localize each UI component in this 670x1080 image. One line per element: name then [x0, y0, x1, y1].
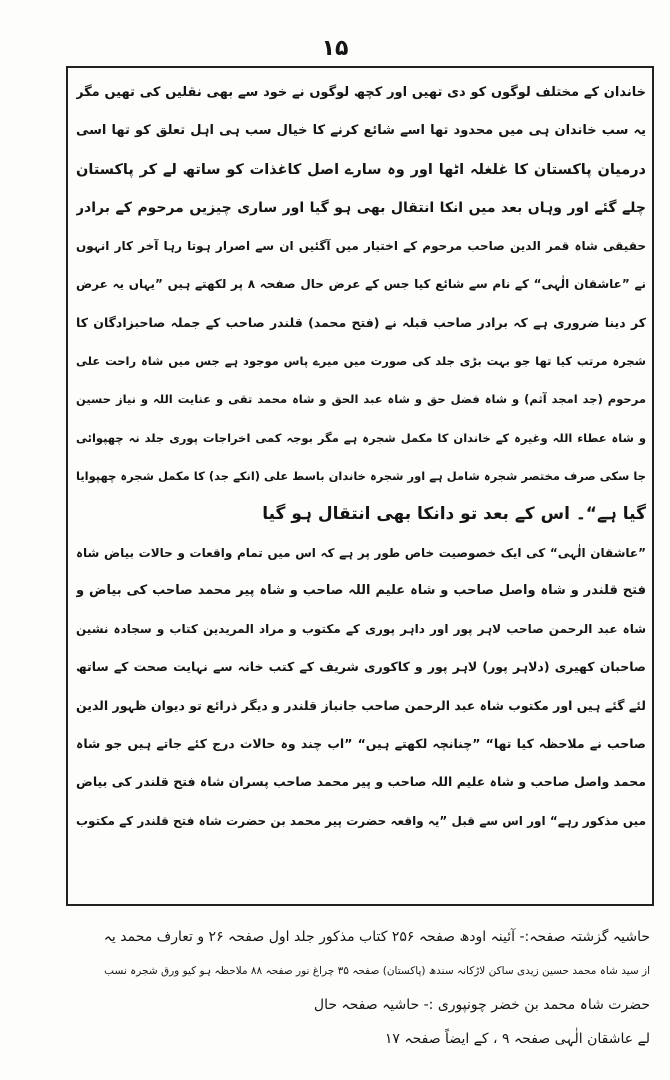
page-number: ۱۵ — [321, 36, 349, 61]
footnote-line: لے عاشقان الٰہی صفحہ ۹ ، کے ایضاً صفحہ ۱۷ — [384, 1031, 650, 1047]
text-line: ”عاشقان الٰہی“ کی ایک خصوصیت خاص طور پر ہے کہ اس میں تمام واقعات و حالات بیاض شاہ — [76, 545, 646, 560]
text-line: شاہ عبد الرحمن صاحب لاہر پور اور داہر پوری کے مکتوب و مراد المریدین کتاب و سجادہ نشین — [76, 622, 646, 637]
text-line: محمد واصل صاحب و شاہ علیم اللہ صاحب و پیر محمد صاحب پسران شاہ فتح قلندر کی بیاض — [76, 774, 646, 790]
text-line: لئے گئے ہیں اور مکتوب شاہ عبد الرحمن صاحب جانباز قلندر و دیگر ذرائع تو دیوان ظہور الدین — [76, 697, 646, 713]
text-line: نے ”عاشقان الٰہی“ کے نام سے شائع کیا جس کے عرض حال صفحہ ۸ پر لکھتے ہیں ”یہاں یہ عرض — [76, 277, 646, 292]
footnote-line: حاشیہ گزشتہ صفحہ:- آئینہ اودھ صفحہ ۲۵۶ کتاب مذکور جلد اول صفحہ ۲۶ و تعارف محمد یہ — [103, 929, 650, 945]
text-line: چلے گئے اور وہاں بعد میں انکا انتقال بھی ہو گیا اور ساری چیزیں مرحوم کے برادر — [76, 199, 646, 216]
text-line: صاحبان کھیری (دلاہر پور) لاہر پور و کاکوری شریف کے کتب خانہ سے نہایت صحت کے ساتھ — [76, 659, 646, 675]
text-line: یہ سب خاندان ہی میں محدود تھا اسے شائع کرنے کا خیال سب ہی اہل تعلق کو تھا اسی — [76, 123, 646, 139]
footnote-line: از سید شاہ محمد حسین زیدی ساکن لاڑکانہ سندھ (پاکستان) صفحہ ۳۵ چراغ نور صفحہ ۸۸ ملاحظہ ہو کیو ورق شجرہ نسب — [104, 965, 650, 977]
text-line: فتح قلندر و شاہ واصل صاحب و شاہ علیم اللہ صاحب و شاہ پیر محمد صاحب کی بیاض و — [76, 582, 646, 598]
footnote-line: حضرت شاہ محمد بن خضر چونپوری :- حاشیہ صفحہ حال — [313, 997, 650, 1013]
footnotes — [90, 920, 650, 1056]
text-line: خاندان کے مختلف لوگوں کو دی تھیں اور کچھ لوگوں نے خود سے بھی نقلیں کی تھیں مگر — [76, 85, 646, 100]
main-text — [76, 74, 646, 840]
text-line: میں مذکور رہے“ اور اس سے قبل ”یہ واقعہ حضرت پیر محمد بن حضرت شاہ فتح قلندر کے مکتوب — [76, 813, 646, 828]
text-line: درمیان پاکستان کا غلغلہ اٹھا اور وہ سارے اصل کاغذات کو ساتھ لے کر پاکستان — [76, 161, 646, 178]
text-line: کر دینا ضروری ہے کہ برادر صاحب قبلہ نے (فتح محمد) قلندر صاحب کے جملہ صاحبزادگان کا — [76, 314, 646, 330]
text-line: شجرہ مرتب کیا تھا جو بہت بڑی جلد کی صورت میں میرے پاس موجود ہے جس میں شاہ راحت علی — [76, 354, 646, 369]
text-line: و شاہ عطاء اللہ وغیرہ کے خاندان کا مکمل شجرہ ہے مگر بوجہ کمی اخراجات پوری جلد نہ چھپوائی — [76, 430, 646, 445]
text-line: حقیقی شاہ قمر الدین صاحب مرحوم کے اختیار میں آگئیں ان سے اصرار ہوتا رہا آخر کار انہوں — [76, 239, 646, 254]
text-line: مرحوم (جد امجد آثم) و شاہ فضل حق و شاہ عبد الحق و شاہ محمد تقی و عنایت اللہ و نیاز حسین — [76, 392, 646, 407]
footnote-divider — [66, 904, 654, 906]
text-line: جا سکی صرف مختصر شجرہ شامل ہے اور شجرہ خاندان باسط علی (انکے جد) کا مکمل شجرہ چھپوایا — [76, 468, 646, 483]
text-line: صاحب نے ملاحظہ کیا تھا“ ”چنانچہ لکھتے ہیں“ ”اب چند وہ حالات درج کئے جاتے ہیں جو شاہ — [76, 736, 646, 752]
text-line: گیا ہے“۔ اس کے بعد تو دانکا بھی انتقال ہو گیا — [262, 504, 646, 525]
